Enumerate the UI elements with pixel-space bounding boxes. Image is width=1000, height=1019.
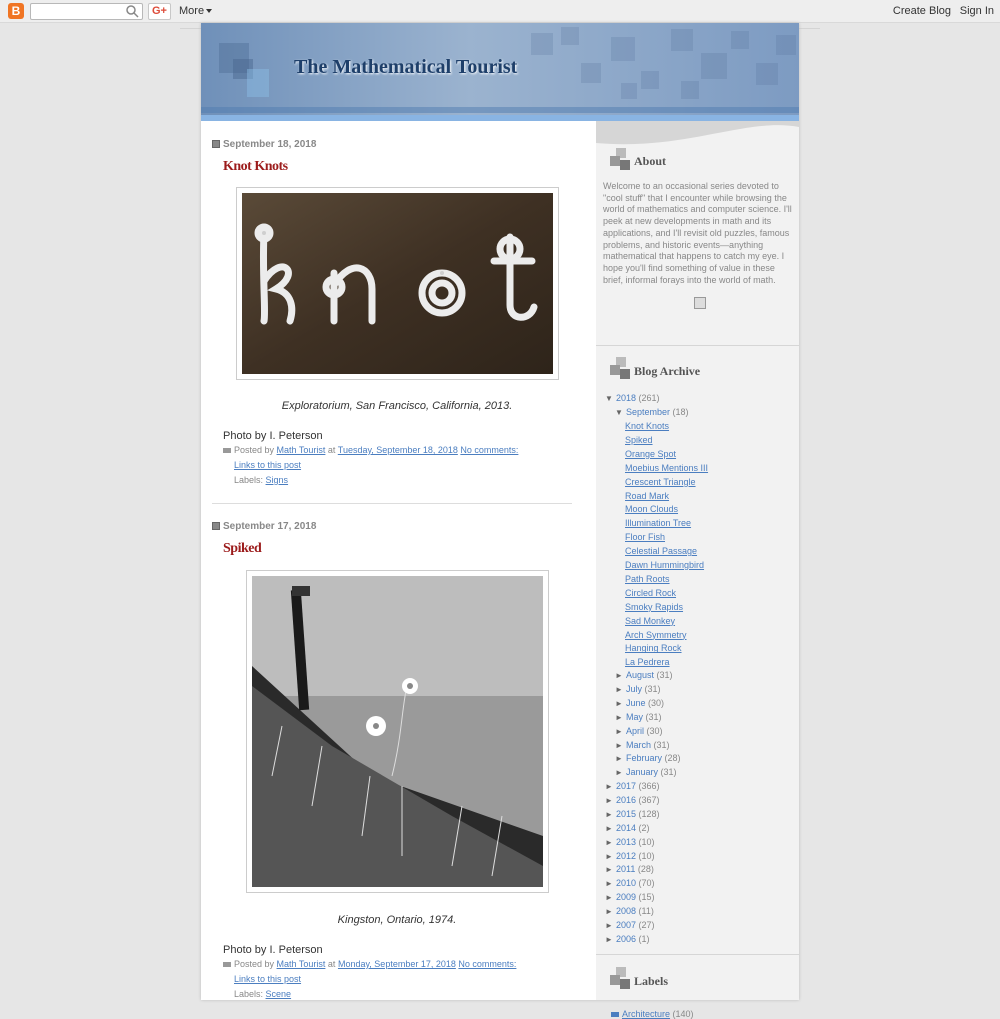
expand-toggle-icon[interactable]: ► <box>615 754 623 764</box>
archive-post-link[interactable]: Knot Knots <box>625 421 670 431</box>
header-decoration <box>701 53 727 79</box>
archive-post-item[interactable] <box>625 504 678 514</box>
about-text: Welcome to an occasional series devoted to "cool stuff" that I encounter while browsing the world of mathematics and computer science. I'll peek at new developments in math and its applications, and I'll revisit old puzzles, famous problems, and historic events—anything mathematical that happens to catch my eye. I hope you'll find something of value in these brief, informal forays into the world of math. <box>603 181 792 285</box>
label-item[interactable] <box>611 1009 694 1019</box>
archive-year-item[interactable] <box>605 892 655 902</box>
archive-post-item[interactable] <box>625 574 670 584</box>
archive-month-link[interactable]: June <box>626 697 646 708</box>
archive-month-item[interactable] <box>615 712 662 722</box>
post-timestamp-link[interactable]: Monday, September 17, 2018 <box>337 959 456 969</box>
at-label: at <box>327 445 336 455</box>
blog-header <box>201 23 799 121</box>
archive-year-item[interactable] <box>605 851 655 861</box>
post-timestamp-link[interactable]: Tuesday, September 18, 2018 <box>337 445 458 455</box>
archive-count: (18) <box>672 407 689 417</box>
header-decoration <box>776 35 796 55</box>
archive-year-item[interactable] <box>605 837 655 847</box>
post-icon <box>223 962 231 967</box>
archive-post-item[interactable] <box>625 491 669 501</box>
header-decoration <box>531 33 553 55</box>
header-decoration <box>756 63 778 85</box>
search-icon[interactable] <box>125 4 139 18</box>
archive-year-link[interactable]: 2015 <box>616 808 637 819</box>
archive-count: (367) <box>638 794 660 805</box>
archive-post-link[interactable]: Floor Fish <box>625 532 666 543</box>
archive-month-link[interactable]: September <box>626 407 671 417</box>
archive-count: (28) <box>637 864 654 875</box>
archive-month-item[interactable] <box>615 698 664 708</box>
archive-count: (15) <box>638 892 655 903</box>
blogger-navbar <box>0 0 1000 23</box>
links-to-post-link[interactable]: Links to this post <box>234 460 302 470</box>
spiked-photo <box>252 576 543 887</box>
archive-count: (31) <box>656 670 673 680</box>
expand-toggle-icon[interactable]: ► <box>605 893 613 903</box>
archive-count: (10) <box>638 836 655 847</box>
archive-year-link[interactable]: 2016 <box>616 794 637 805</box>
post-date-text: September 17, 2018 <box>223 521 317 532</box>
at-label: at <box>327 959 336 969</box>
post-date <box>212 521 316 532</box>
archive-month-item[interactable] <box>615 753 681 763</box>
expand-toggle-icon[interactable]: ► <box>615 740 623 750</box>
archive-year-link[interactable]: 2010 <box>616 878 637 889</box>
post-footer-links <box>234 974 301 984</box>
chevron-down-icon <box>206 9 212 13</box>
header-decoration <box>621 83 637 99</box>
archive-count: (31) <box>644 683 661 694</box>
post-title[interactable]: Spiked <box>223 541 262 556</box>
archive-year-item[interactable] <box>605 906 654 916</box>
labels-prefix: Labels: <box>234 475 264 485</box>
archive-post-item[interactable] <box>625 463 708 473</box>
post-photo[interactable] <box>236 187 559 380</box>
archive-year-link[interactable]: 2014 <box>616 822 637 833</box>
post-labels <box>234 989 291 999</box>
archive-count: (31) <box>645 711 662 722</box>
blog-title[interactable]: The Mathematical Tourist <box>294 56 518 78</box>
post-footer <box>223 445 518 455</box>
expand-toggle-icon[interactable]: ► <box>615 712 623 722</box>
archive-month-link[interactable]: May <box>626 711 644 722</box>
post-separator <box>212 503 572 504</box>
expand-toggle-icon[interactable]: ► <box>605 782 613 791</box>
archive-month-item[interactable] <box>615 726 663 736</box>
archive-year-item[interactable] <box>605 920 655 930</box>
archive-post-link[interactable]: Arch Symmetry <box>625 629 687 640</box>
archive-post-link[interactable]: Path Roots <box>625 573 670 584</box>
archive-count: (10) <box>638 850 655 861</box>
archive-post-link[interactable]: Moon Clouds <box>625 504 679 515</box>
expand-toggle-icon[interactable]: ► <box>605 823 613 833</box>
header-decoration <box>731 31 749 49</box>
header-band <box>201 107 799 113</box>
expand-toggle-icon[interactable]: ► <box>605 809 613 819</box>
label-bullet-icon <box>611 1012 619 1017</box>
archive-post-item[interactable] <box>625 518 691 528</box>
archive-post-link[interactable]: Orange Spot <box>625 448 677 459</box>
post-date <box>212 139 316 150</box>
archive-month-link[interactable]: January <box>626 767 659 778</box>
archive-count: (31) <box>653 739 670 750</box>
header-decoration <box>561 27 579 45</box>
post-footer <box>223 959 516 969</box>
expand-toggle-icon[interactable]: ► <box>605 795 613 805</box>
date-icon <box>212 522 220 530</box>
page-outer <box>201 23 799 1019</box>
archive-post-item[interactable] <box>625 630 687 640</box>
post-labels <box>234 475 288 485</box>
archive-month-link[interactable]: April <box>626 725 645 736</box>
archive-post-item[interactable] <box>625 546 697 556</box>
archive-post-link[interactable]: Road Mark <box>625 490 670 501</box>
posted-by-label: Posted by <box>234 445 275 455</box>
archive-count: (11) <box>638 906 654 917</box>
about-title: About <box>634 154 667 168</box>
post-icon <box>223 448 231 453</box>
collapse-toggle-icon[interactable]: ▼ <box>605 394 613 403</box>
expand-toggle-icon[interactable]: ► <box>605 851 613 861</box>
expand-toggle-icon[interactable]: ► <box>615 726 623 736</box>
expand-toggle-icon[interactable]: ► <box>615 671 623 680</box>
archive-post-link[interactable]: Hanging Rock <box>625 643 682 654</box>
archive-month-link[interactable]: August <box>626 670 655 680</box>
widget-icon <box>610 148 630 172</box>
archive-count: (70) <box>638 878 655 889</box>
expand-toggle-icon[interactable]: ► <box>615 698 623 708</box>
date-icon <box>212 140 220 148</box>
archive-post-item[interactable] <box>625 616 675 626</box>
header-decoration <box>247 69 269 97</box>
archive-month-item[interactable] <box>615 740 670 750</box>
archive-count: (30) <box>646 725 663 736</box>
post-photo[interactable] <box>246 570 549 893</box>
comments-link[interactable]: No comments: <box>460 445 519 455</box>
label-link[interactable]: Architecture <box>622 1009 671 1019</box>
archive-year-item[interactable] <box>605 795 660 805</box>
widget-icon <box>610 967 630 991</box>
archive-year-link[interactable]: 2018 <box>616 393 637 403</box>
archive-post-link[interactable]: Smoky Rapids <box>625 601 684 612</box>
sidebar <box>596 121 799 1019</box>
archive-post-item[interactable] <box>625 421 669 431</box>
labels-prefix: Labels: <box>234 989 264 999</box>
expand-toggle-icon[interactable]: ► <box>605 865 613 875</box>
archive-month-item[interactable] <box>615 684 661 694</box>
archive-count: (128) <box>638 808 660 819</box>
archive-year-link[interactable]: 2008 <box>616 906 637 917</box>
blog-archive-title: Blog Archive <box>634 364 701 378</box>
archive-month-link[interactable]: February <box>626 753 663 764</box>
post-caption: Kingston, Ontario, 1974. <box>337 914 457 926</box>
header-decoration <box>611 37 635 61</box>
header-decoration <box>581 63 601 83</box>
create-blog-link[interactable]: Create Blog <box>892 5 951 17</box>
archive-post-item[interactable] <box>625 449 676 459</box>
archive-year-link[interactable]: 2011 <box>616 864 636 875</box>
archive-count: (261) <box>638 393 660 403</box>
author-link[interactable]: Math Tourist <box>276 959 326 969</box>
archive-post-link[interactable]: Illumination Tree <box>625 518 692 529</box>
knot-rope-photo <box>242 193 553 374</box>
expand-toggle-icon[interactable]: ► <box>605 837 613 847</box>
archive-year-link[interactable]: 2017 <box>616 781 637 791</box>
archive-post-item[interactable] <box>625 532 665 542</box>
photo-credit: Photo by I. Peterson <box>223 944 323 956</box>
expand-toggle-icon[interactable]: ► <box>605 907 613 917</box>
header-decoration <box>641 71 659 89</box>
archive-year-link[interactable]: 2012 <box>616 850 637 861</box>
archive-year-link[interactable]: 2006 <box>616 933 637 944</box>
archive-year-item[interactable] <box>605 878 655 888</box>
label-link[interactable]: Scene <box>265 989 292 999</box>
post-date-text: September 18, 2018 <box>223 139 317 150</box>
archive-year-item[interactable] <box>605 781 660 791</box>
photo-credit: Photo by I. Peterson <box>223 430 323 442</box>
archive-month-link[interactable]: March <box>626 739 652 750</box>
sign-in-link[interactable]: Sign In <box>959 5 994 17</box>
archive-year-link[interactable]: 2009 <box>616 892 637 903</box>
expand-toggle-icon[interactable]: ► <box>605 879 613 889</box>
google-plus-button[interactable]: G+ <box>148 3 171 20</box>
archive-year-item[interactable] <box>605 864 654 874</box>
archive-post-link[interactable]: Moebius Mentions III <box>625 462 709 473</box>
archive-post-item[interactable] <box>625 602 683 612</box>
archive-post-link[interactable]: La Pedrera <box>625 657 670 668</box>
expand-toggle-icon[interactable]: ► <box>605 934 613 944</box>
expand-toggle-icon[interactable]: ► <box>615 768 623 778</box>
archive-count: (30) <box>648 697 665 708</box>
archive-post-item[interactable] <box>625 588 676 598</box>
archive-post-link[interactable]: Crescent Triangle <box>625 476 696 487</box>
comments-link[interactable]: No comments: <box>458 959 517 969</box>
expand-toggle-icon[interactable]: ► <box>605 921 613 930</box>
header-decoration <box>671 29 693 51</box>
sidebar-divider <box>596 345 799 346</box>
links-to-post-link[interactable]: Links to this post <box>234 974 302 984</box>
archive-post-item[interactable] <box>625 560 704 570</box>
archive-count: (31) <box>660 767 677 778</box>
archive-post-link[interactable]: Circled Rock <box>625 587 677 598</box>
blogger-logo-icon[interactable]: B <box>8 3 24 19</box>
archive-count: (27) <box>638 920 655 930</box>
post-caption: Exploratorium, San Francisco, California, 2013. <box>281 400 513 412</box>
archive-month-item[interactable] <box>615 670 673 680</box>
archive-month-item[interactable] <box>615 767 677 777</box>
archive-year-item[interactable] <box>605 809 660 819</box>
sidebar-divider <box>596 954 799 955</box>
archive-post-item[interactable] <box>625 643 682 653</box>
widget-icon <box>610 357 630 381</box>
author-link[interactable]: Math Tourist <box>276 445 326 455</box>
sidebar-wave-decoration <box>596 121 799 149</box>
archive-year-2018[interactable] <box>605 393 660 403</box>
collapse-toggle-icon[interactable]: ▼ <box>615 408 623 417</box>
archive-count: (2) <box>638 822 650 833</box>
archive-year-link[interactable]: 2007 <box>616 920 637 930</box>
archive-post-link[interactable]: Celestial Passage <box>625 546 698 557</box>
archive-year-link[interactable]: 2013 <box>616 836 637 847</box>
header-decoration <box>681 81 699 99</box>
archive-post-item[interactable] <box>625 657 670 667</box>
label-link[interactable]: Signs <box>265 475 289 485</box>
archive-count: (28) <box>664 753 681 764</box>
expand-toggle-icon[interactable]: ► <box>615 684 623 694</box>
archive-post-link[interactable]: Dawn Hummingbird <box>625 560 705 570</box>
more-menu-button[interactable]: More <box>179 5 205 17</box>
label-count: (140) <box>672 1009 694 1019</box>
archive-post-link[interactable]: Sad Monkey <box>625 615 676 626</box>
archive-year-item[interactable] <box>605 823 650 833</box>
archive-month-link[interactable]: July <box>626 683 643 694</box>
posted-by-label: Posted by <box>234 959 275 969</box>
archive-year-item[interactable] <box>605 934 650 944</box>
labels-title: Labels <box>634 974 669 988</box>
archive-count: (1) <box>638 933 650 944</box>
post-footer-links <box>234 460 301 470</box>
archive-count: (366) <box>638 781 660 791</box>
broken-image-icon <box>694 297 706 309</box>
archive-post-item[interactable] <box>625 435 653 445</box>
archive-month-september[interactable] <box>615 407 689 417</box>
archive-post-item[interactable] <box>625 477 696 487</box>
post-title[interactable]: Knot Knots <box>223 159 288 174</box>
archive-post-link[interactable]: Spiked <box>625 434 653 445</box>
